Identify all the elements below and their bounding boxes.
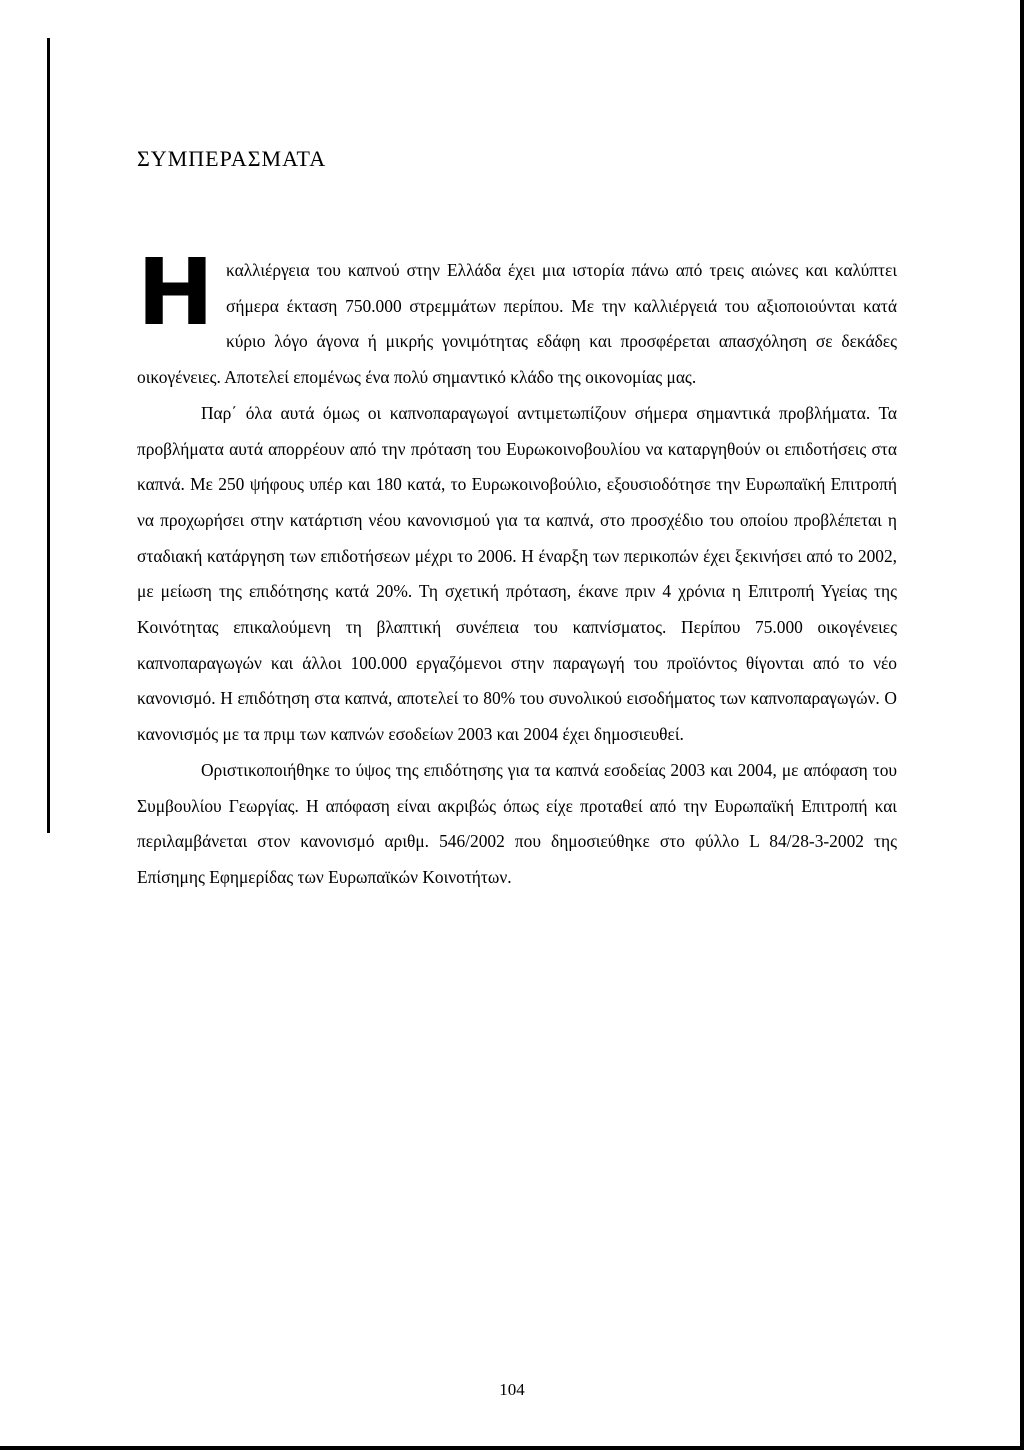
paragraph-3: Οριστικοποιήθηκε το ύψος της επιδότησης για τα καπνά εσοδείας 2003 και 2004, με απόφαση του Συμβουλίου Γεωργίας. Η απόφαση είναι ακριβώς όπως είχε προταθεί από την Ευρωπαϊκή Επιτροπή και περιλαμβάνεται στον κανονισμό αριθμ. 546/2002 που δημοσιεύθηκε στο φύλλο L 84/28-3-2002 της Επίσημης Εφημερίδας των Ευρωπαϊκών Κοινοτήτων. bbox=[137, 759, 897, 887]
scan-border-bottom bbox=[0, 1446, 1024, 1450]
paragraph-1-text: καλλιέργεια του καπνού στην Ελλάδα έχει μια ιστορία πάνω από τρεις αιώνες και καλύπτει σήμερα έκταση 750.000 στρεμμάτων περίπου. Με την καλλιέργειά του αξιοποιούνται κατά κύριο λόγο άγονα ή μικρής γονιμότητας εδάφη και προσφέρεται απασχόληση σε δεκάδες οικογένειες. Αποτελεί επομένως ένα πολύ σημαντικό κλάδο της οικονομίας μας. bbox=[137, 260, 897, 388]
drop-cap-letter: Η bbox=[137, 239, 214, 346]
scan-border-right bbox=[1020, 0, 1024, 1450]
body-text bbox=[137, 239, 897, 896]
paragraph-2: Παρ΄ όλα αυτά όμως οι καπνοπαραγωγοί αντιμετωπίζουν σήμερα σημαντικά προβλήματα. Τα προβλήματα αυτά απορρέουν από την πρόταση του Ευρωκοινοβουλίου να καταργηθούν οι επιδοτήσεις στα καπνά. Με 250 ψήφους υπέρ και 180 κατά, το Ευρωκοινοβούλιο, εξουσιοδότησε την Ευρωπαϊκή Επιτροπή να προχωρήσει στην κατάρτιση νέου κανονισμού για τα καπνά, στο προσχέδιο του οποίου προβλέπεται η σταδιακή κατάργηση των επιδοτήσεων μέχρι το 2006. Η έναρξη των περικοπών έχει ξεκινήσει από το 2002, με μείωση της επιδότησης κατά 20%. Τη σχετική πρόταση, έκανε πριν 4 χρόνια η Επιτροπή Υγείας της Κοινότητας επικαλούμενη τη βλαπτική συνέπεια του καπνίσματος. Περίπου 75.000 οικογένειες καπνοπαραγωγών και άλλοι 100.000 εργαζόμενοι στην παραγωγή του προϊόντος θίγονται από το νέο κανονισμό. Η επιδότηση στα καπνά, αποτελεί το 80% του συνολικού εισοδήματος των καπνοπαραγωγών. Ο κανονισμός με τα πριμ των καπνών εσοδείων 2003 και 2004 έχει δημοσιευθεί. bbox=[137, 402, 897, 745]
page-number: 104 bbox=[499, 1380, 525, 1399]
paragraph-1 bbox=[137, 239, 897, 396]
margin-rule bbox=[47, 38, 50, 833]
section-title: ΣΥΜΠΕΡΑΣΜΑΤΑ bbox=[137, 146, 327, 171]
